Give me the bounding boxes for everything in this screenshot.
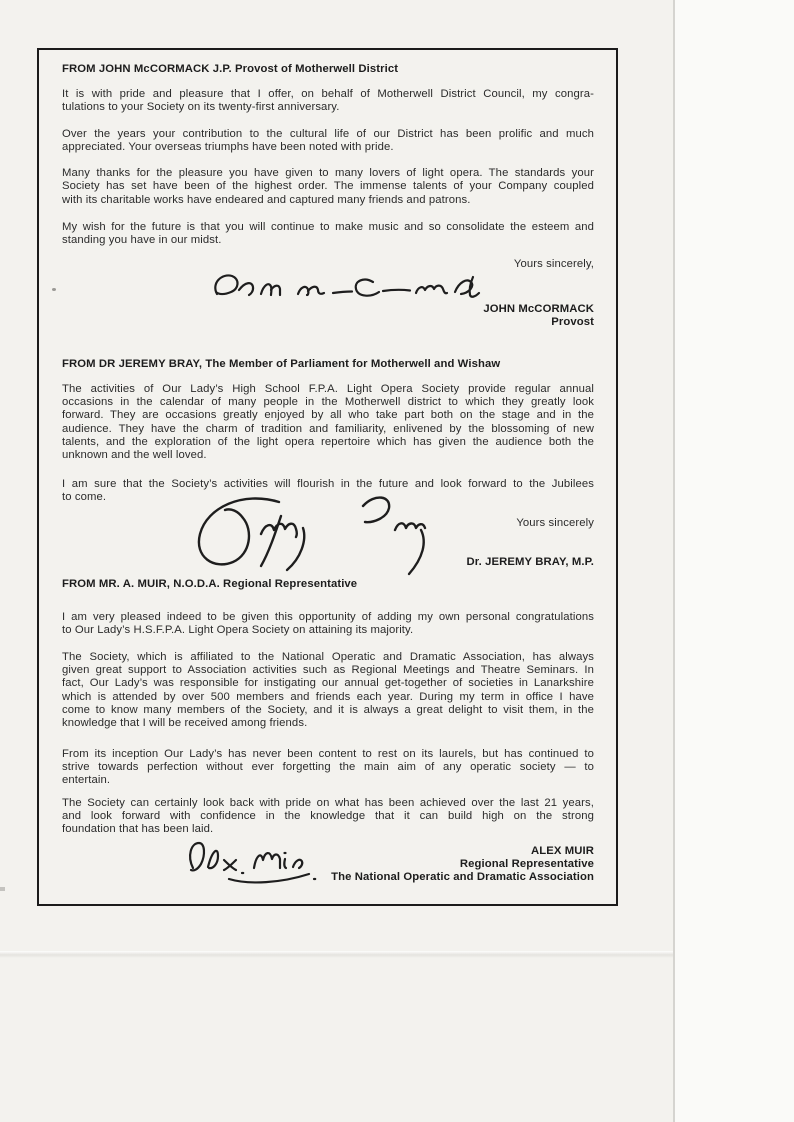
text-line: which is attended by over 500 members and friends each year. During my term in office I have [62, 690, 594, 703]
text-line: come to know many members of the Society, and it is always a great delight to visit them, in the [62, 703, 594, 716]
text-line: I am very pleased indeed to be given this opportunity of adding my own personal congratulations [62, 610, 594, 623]
letter-closing: Yours sincerely, [513, 257, 594, 270]
text-line: knowledge that I will be received among friends. [62, 717, 308, 730]
john-mccormack-signature [205, 269, 495, 309]
letter-paragraph [62, 88, 594, 115]
text-line: audience. They have the charm of tradition and familiarity, enlivened by the blossoming of new [62, 422, 594, 435]
letter-paragraph [62, 611, 594, 638]
text-line: My wish for the future is that you will continue to make music and so consolidate the esteem and [62, 220, 594, 233]
scanner-background [673, 0, 794, 1122]
text-line: The Society, which is affiliated to the National Operatic and Dramatic Association, has always [62, 650, 594, 663]
text-line: appreciated. Your overseas triumphs have been noted with pride. [62, 141, 394, 154]
text-line: forward. They are occasions greatly enjoyed by all who take part both on the stage and in the [62, 409, 594, 422]
letter-paragraph [62, 383, 594, 463]
ink-speck [52, 288, 56, 291]
text-line: From its inception Our Lady’s has never been content to rest on its laurels, but has continued to [62, 747, 594, 760]
letter-paragraph [62, 167, 594, 207]
page-crease [0, 951, 673, 958]
text-line: I am sure that the Society’s activities will flourish in the future and look forward to the Jubilees [62, 477, 594, 490]
text-line: The National Operatic and Dramatic Association [331, 871, 594, 884]
text-line: unknown and the well loved. [62, 449, 207, 462]
letter-heading: FROM MR. A. MUIR, N.O.D.A. Regional Representative [62, 577, 358, 590]
letter-paragraph [62, 797, 594, 837]
scan-artifact [0, 887, 5, 891]
text-line: ALEX MUIR [530, 844, 594, 857]
text-line: Over the years your contribution to the cultural life of our District has been prolific and much [62, 127, 594, 140]
letter-signoff [62, 845, 594, 885]
jeremy-bray-signature [183, 490, 445, 578]
letter-heading: FROM DR JEREMY BRAY, The Member of Parliament for Motherwell and Wishaw [62, 357, 501, 370]
text-line: Society has set have been of the highest order. The immense talents of your Company coupled [62, 180, 594, 193]
text-line: entertain. [62, 774, 111, 787]
text-line: Dr. JEREMY BRAY, M.P. [466, 555, 594, 568]
text-line: standing you have in our midst. [62, 234, 222, 247]
text-line: to come. [62, 491, 107, 504]
letters-frame [37, 48, 618, 906]
text-line: foundation that has been laid. [62, 823, 214, 836]
text-line: JOHN McCORMACK [483, 302, 594, 315]
text-line: It is with pride and pleasure that I offer, on behalf of Motherwell District Council, my congra- [62, 87, 594, 100]
text-line: Regional Representative [459, 857, 594, 870]
alex-muir-signature [179, 836, 319, 890]
text-line: to Our Lady’s H.S.F.P.A. Light Opera Society on attaining its majority. [62, 624, 414, 637]
text-line: Provost [551, 316, 594, 329]
text-line: tulations to your Society on its twenty-first anniversary. [62, 101, 340, 114]
text-line: The Society can certainly look back with pride on what has been achieved over the last 21 years, [62, 796, 594, 809]
text-line: The activities of Our Lady’s High School F.P.A. Light Opera Society provide regular annual [62, 382, 594, 395]
text-line: given great support to Association activities such as Regional Meetings and Theatre Seminars. In [62, 664, 594, 676]
letter-heading: FROM JOHN McCORMACK J.P. Provost of Motherwell District [62, 63, 399, 75]
text-line: strive towards perfection without ever forgetting the main aim of any operatic society — to [62, 760, 594, 773]
letter-closing: Yours sincerely [516, 516, 594, 529]
text-line: occasions in the calendar of many people in the Motherwell district to which they greatly look [62, 396, 594, 409]
letter-paragraph [62, 748, 594, 788]
text-line: and look forward with confidence in the knowledge that it can build high on the strong [62, 809, 594, 822]
text-line: fact, Our Lady’s was responsible for instigating our annual get-together of societies in Lanarkshire [62, 677, 594, 690]
text-line: with its charitable works have endeared and captured many friends and patrons. [62, 193, 471, 206]
letter-paragraph [62, 651, 594, 731]
letter-paragraph [62, 221, 594, 248]
text-line: Many thanks for the pleasure you have given to many lovers of light opera. The standards your [62, 166, 594, 179]
letter-paragraph [62, 128, 594, 155]
text-line: talents, and the exploration of the light opera repertoire which has given the audience both the [62, 436, 594, 448]
